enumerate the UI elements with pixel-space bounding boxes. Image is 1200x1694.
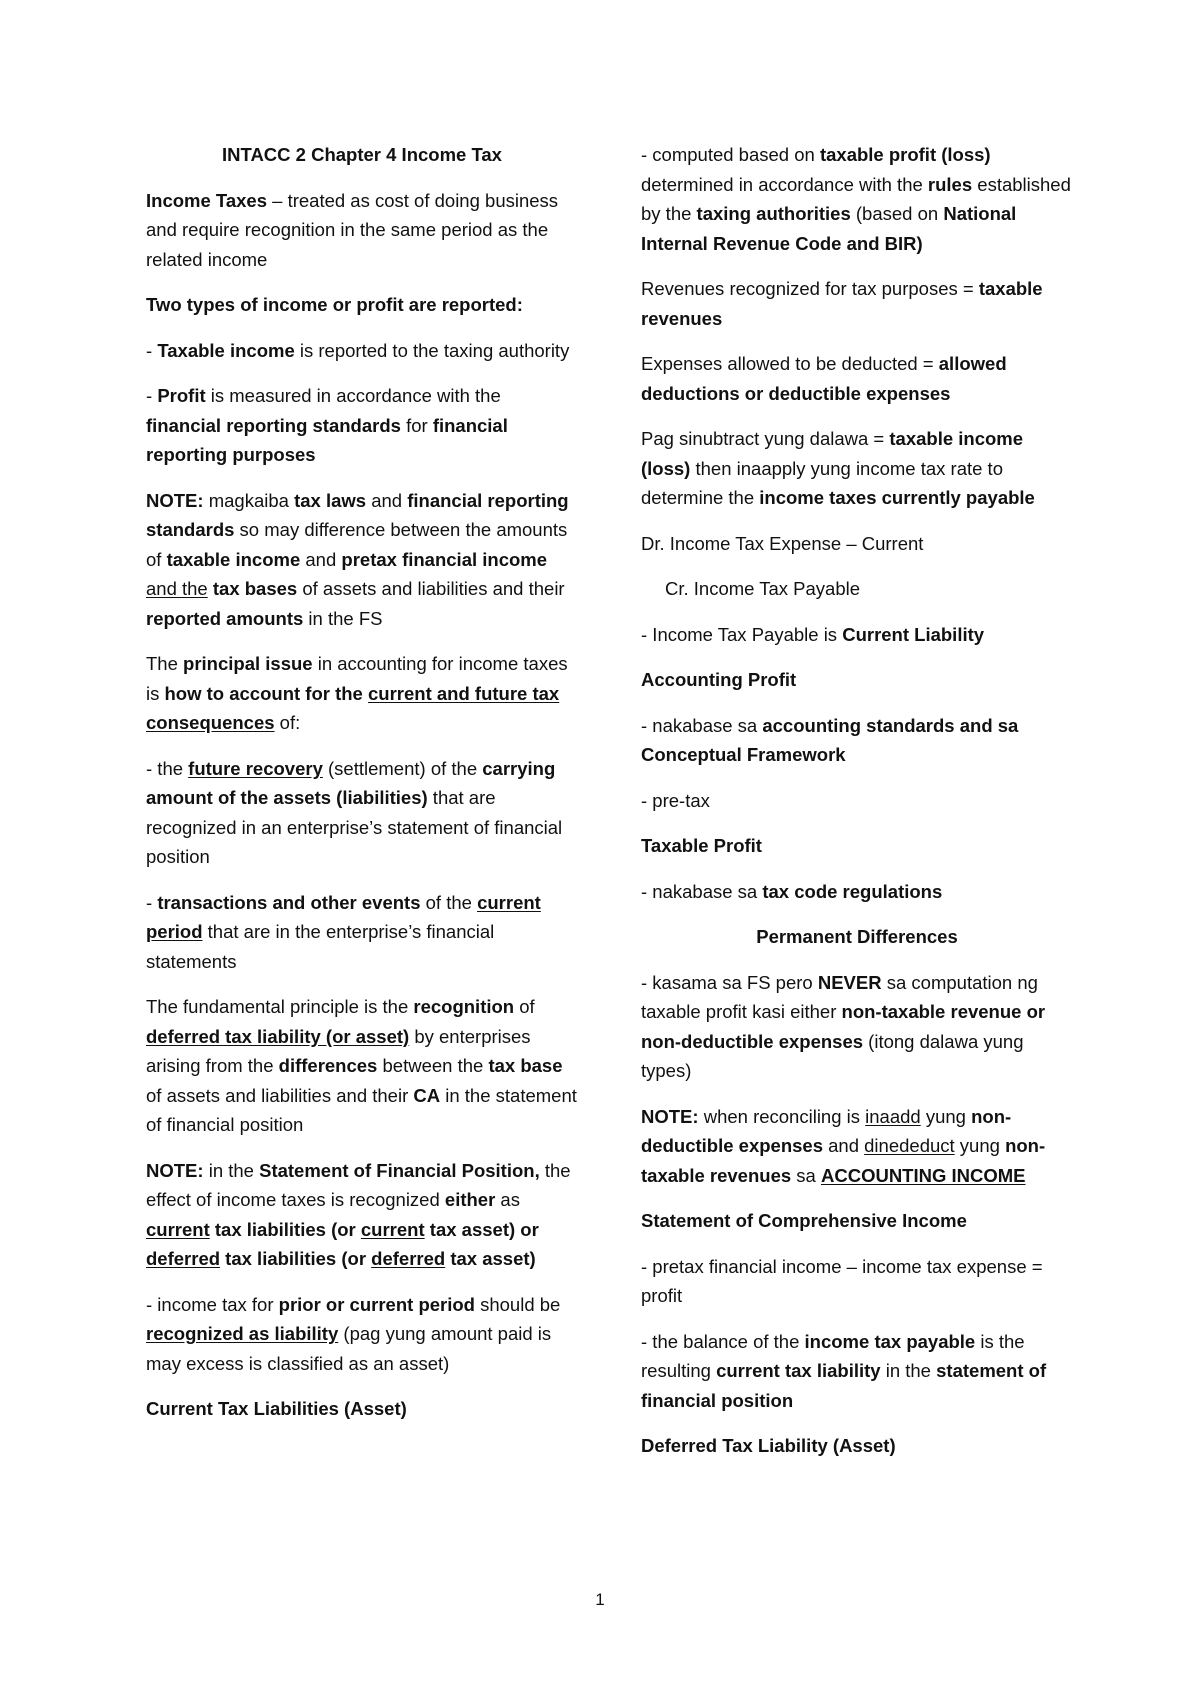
text-run: - income tax for <box>146 1293 279 1315</box>
text-run: The fundamental principle is the <box>146 996 414 1017</box>
text-run: Taxable income <box>157 339 295 361</box>
text-run: the effect of income taxes is recognized <box>146 1159 571 1210</box>
text-run: NOTE: <box>146 1159 204 1181</box>
text-run: - <box>146 385 158 406</box>
text-run: for <box>400 414 433 436</box>
text-run: and <box>822 1135 865 1156</box>
text-run: financial reporting purposes <box>146 414 508 465</box>
left-column <box>146 140 578 1440</box>
text-run: (based on <box>850 203 944 224</box>
text-run: current tax liability <box>716 1360 881 1381</box>
paragraph <box>146 649 578 738</box>
text-run: Income Taxes <box>146 189 267 211</box>
text-run: of assets and liabilities and their <box>146 1084 414 1106</box>
text-run: current <box>360 1218 425 1240</box>
text-run: - <box>146 891 158 913</box>
text-run: then inaapply yung income tax rate to determine the <box>641 457 1003 508</box>
text-run: future recovery <box>188 757 323 779</box>
text-run: NOTE: <box>146 489 204 511</box>
text-run: tax bases <box>212 578 298 599</box>
paragraph <box>146 888 578 977</box>
paragraph <box>641 665 1073 695</box>
paragraph <box>641 1206 1073 1236</box>
text-run: when reconciling is <box>698 1105 866 1127</box>
text-run: of assets and liabilities and their <box>297 578 565 599</box>
text-run: - the <box>146 757 189 779</box>
text-run: of the <box>420 891 478 913</box>
text-run: taxable income <box>166 548 301 570</box>
text-run: – treated as cost of doing business and require recognition in the same period as the related income <box>146 189 559 270</box>
text-run: non-deductible expenses <box>641 1105 1012 1156</box>
text-run: Statement of Comprehensive Income <box>641 1210 967 1231</box>
text-run: and <box>366 489 408 511</box>
text-run: magkaiba <box>203 489 295 511</box>
text-run: is measured in accordance with the <box>205 385 501 406</box>
text-run: - <box>146 339 158 361</box>
paragraph <box>641 349 1073 408</box>
text-run: income taxes currently payable <box>759 487 1035 508</box>
text-run: Revenues recognized for tax purposes = <box>641 278 979 299</box>
text-run: and <box>300 548 342 570</box>
text-run: NEVER <box>817 971 882 993</box>
text-run: Dr. Income Tax Expense – Current <box>641 532 924 554</box>
text-run: - nakabase sa <box>641 714 763 736</box>
text-run: differences <box>278 1055 378 1076</box>
paragraph <box>146 1394 578 1424</box>
text-run: CA <box>413 1084 441 1106</box>
paragraph <box>146 290 578 320</box>
text-run: tax liabilities (or <box>220 1248 372 1269</box>
text-run: that are in the enterprise’s financial statements <box>146 921 495 972</box>
text-run: tax laws <box>294 489 367 511</box>
text-run: - computed based on <box>641 144 820 165</box>
paragraph <box>146 186 578 275</box>
text-run: - pre-tax <box>641 789 710 811</box>
text-run: should be <box>474 1293 561 1315</box>
text-run: as <box>495 1189 520 1210</box>
page-number: 1 <box>595 1590 605 1609</box>
paragraph <box>641 877 1073 907</box>
paragraph <box>641 1327 1073 1416</box>
text-run: non-taxable revenue or non-deductible expenses <box>641 1001 1046 1052</box>
text-run: - Income Tax Payable is <box>641 623 843 645</box>
text-run: - the balance of the <box>641 1330 805 1352</box>
text-run: tax asset) <box>445 1248 536 1269</box>
text-run: tax asset) or <box>424 1218 539 1240</box>
paragraph <box>146 486 578 634</box>
paragraph <box>641 574 1073 604</box>
text-run: Accounting Profit <box>641 669 797 690</box>
text-run: (itong dalawa yung types) <box>641 1030 1024 1081</box>
text-run: yung <box>954 1135 1006 1156</box>
text-run: Profit <box>157 385 206 406</box>
paragraph <box>146 754 578 872</box>
text-run: - pretax financial income – income tax expense = profit <box>641 1255 1043 1306</box>
text-run: Pag sinubtract yung dalawa = <box>641 428 890 449</box>
text-run: either <box>444 1189 496 1210</box>
text-run: tax liabilities (or <box>209 1218 361 1240</box>
paragraph <box>146 336 578 366</box>
text-run: rules <box>927 173 973 195</box>
text-run: pretax financial income <box>341 548 548 570</box>
text-run: inaadd <box>865 1105 921 1127</box>
text-run: NOTE: <box>641 1105 699 1127</box>
text-run: current <box>146 1218 210 1240</box>
text-run: in the FS <box>303 607 383 629</box>
text-run: Cr. Income Tax Payable <box>665 578 861 599</box>
text-run: National Internal Revenue Code and BIR) <box>641 203 1017 254</box>
text-run: deferred <box>146 1248 221 1269</box>
text-run: determined in accordance with the <box>641 173 928 195</box>
text-run: recognized as liability <box>146 1323 339 1344</box>
text-run: tax base <box>488 1055 563 1076</box>
paragraph <box>146 1290 578 1379</box>
text-run: transactions and other events <box>157 891 421 913</box>
text-run: Deferred Tax Liability (Asset) <box>641 1435 896 1456</box>
paragraph <box>146 381 578 470</box>
text-run: carrying amount of the assets (liabilities) <box>146 757 556 808</box>
text-run: deferred tax liability (or asset) <box>146 1025 410 1047</box>
text-run: taxing authorities <box>696 203 851 224</box>
text-run: sa computation ng taxable profit kasi either <box>641 971 1038 1022</box>
right-column <box>641 140 1073 1477</box>
text-run: how to account for the <box>164 682 368 704</box>
text-run: Statement of Financial Position, <box>259 1159 540 1181</box>
paragraph <box>641 529 1073 559</box>
paragraph <box>641 711 1073 770</box>
text-run: statement of financial position <box>641 1360 1047 1411</box>
text-run: financial reporting standards <box>146 414 401 436</box>
text-run: accounting standards and sa Conceptual Framework <box>641 714 1019 765</box>
paragraph <box>641 140 1073 258</box>
text-run: tax code regulations <box>762 880 943 902</box>
text-run: dinededuct <box>864 1135 955 1156</box>
text-run: INTACC 2 Chapter 4 Income Tax <box>222 144 502 165</box>
paragraph <box>641 922 1073 952</box>
text-run: taxable revenues <box>641 278 1043 329</box>
paragraph <box>146 992 578 1140</box>
text-run: is the resulting <box>641 1330 1025 1381</box>
text-run: income tax payable <box>804 1330 976 1352</box>
text-run: ACCOUNTING INCOME <box>820 1164 1026 1186</box>
text-run: current and future tax consequences <box>146 682 560 733</box>
text-run: sa <box>791 1164 821 1186</box>
paragraph <box>146 1156 578 1274</box>
paragraph <box>146 140 578 170</box>
text-run: taxable profit (loss) <box>819 144 991 165</box>
text-run: that are recognized in an enterprise’s statement of financial position <box>146 787 563 867</box>
paragraph <box>641 424 1073 513</box>
text-run: - kasama sa FS pero <box>641 971 818 993</box>
text-run: The <box>146 653 184 674</box>
text-run: Two types of income or profit are reported: <box>146 294 523 315</box>
text-run: - nakabase sa <box>641 880 763 902</box>
text-run: (settlement) of the <box>322 757 483 779</box>
text-run: of <box>514 996 535 1017</box>
text-run: yung <box>920 1105 972 1127</box>
text-run: Expenses allowed to be deducted = <box>641 353 939 374</box>
paragraph <box>641 968 1073 1086</box>
text-run: Taxable Profit <box>641 835 762 856</box>
text-run: in the <box>203 1159 260 1181</box>
text-run: current period <box>146 891 541 942</box>
text-run: recognition <box>413 996 515 1017</box>
paragraph <box>641 620 1073 650</box>
text-run: in accounting for income taxes is <box>146 653 568 704</box>
text-run: deferred <box>371 1248 446 1269</box>
text-run: by enterprises arising from the <box>146 1025 531 1076</box>
paragraph <box>641 786 1073 816</box>
text-run: in the <box>880 1360 937 1381</box>
text-run: Permanent Differences <box>756 926 958 947</box>
text-run: so may difference between the amounts of <box>146 519 568 570</box>
text-run: prior or current period <box>278 1293 475 1315</box>
text-run: financial reporting standards <box>146 489 569 540</box>
text-run: allowed deductions or deductible expenses <box>641 353 1007 404</box>
text-run: non-taxable revenues <box>641 1135 1046 1186</box>
paragraph <box>641 1431 1073 1461</box>
text-run: established by the <box>641 173 1071 224</box>
text-run: Current Liability <box>842 623 985 645</box>
text-run: (pag yung amount paid is may excess is classified as an asset) <box>146 1323 552 1374</box>
text-run: is reported to the taxing authority <box>294 339 570 361</box>
paragraph <box>641 1252 1073 1311</box>
text-run: between the <box>377 1055 489 1076</box>
text-run: in the statement of financial position <box>146 1084 577 1135</box>
text-run: principal issue <box>183 653 313 674</box>
text-run: of: <box>274 712 301 733</box>
text-run: and the <box>146 578 208 599</box>
paragraph <box>641 831 1073 861</box>
text-run: taxable income (loss) <box>641 428 1024 479</box>
paragraph <box>641 274 1073 333</box>
text-run: reported amounts <box>146 607 304 629</box>
text-run: Current Tax Liabilities (Asset) <box>146 1398 407 1419</box>
paragraph <box>641 1102 1073 1191</box>
